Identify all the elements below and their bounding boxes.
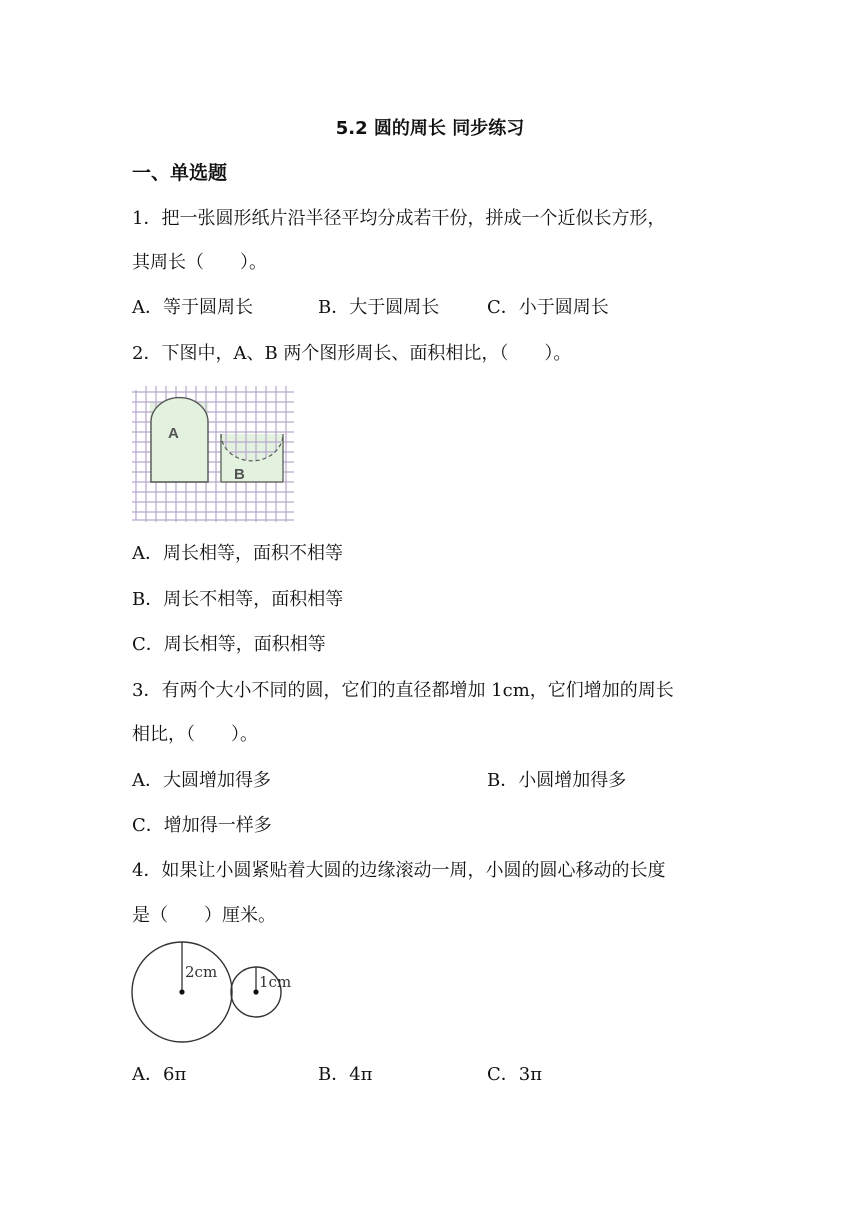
question-4-option-c: C．3π — [487, 1064, 543, 1085]
question-1-option-c: C．小于圆周长 — [487, 297, 609, 318]
question-4-option-a: A．6π — [132, 1064, 187, 1085]
question-1-option-b: B．大于圆周长 — [318, 297, 440, 318]
small-circle-center — [253, 989, 258, 994]
page-title: 5.2 圆的周长 同步练习 — [335, 118, 525, 139]
question-3-line-1: 3．有两个大小不同的圆，它们的直径都增加 1cm，它们增加的周长 — [132, 680, 674, 701]
big-radius-label: 2cm — [185, 963, 218, 981]
question-2-grid-figure — [132, 386, 294, 522]
question-4-circles-figure — [130, 940, 300, 1045]
question-1-line-2: 其周长（ ）。 — [132, 252, 267, 273]
question-4-option-b: B．4π — [318, 1064, 373, 1085]
figure-label-b: B — [234, 466, 245, 483]
figure-label-a: A — [168, 425, 179, 442]
question-2-line-1: 2．下图中，A、B 两个图形周长、面积相比，（ ）。 — [132, 343, 572, 364]
question-1-option-a: A．等于圆周长 — [132, 297, 253, 318]
question-2-option-c: C．周长相等，面积相等 — [132, 634, 326, 655]
question-3-line-2: 相比，（ ）。 — [132, 724, 258, 745]
question-3-option-b: B．小圆增加得多 — [487, 770, 627, 791]
question-3-option-c: C．增加得一样多 — [132, 815, 272, 836]
question-4-line-2: 是（ ）厘米。 — [132, 905, 276, 926]
small-radius-label: 1cm — [259, 973, 292, 991]
question-4-line-1: 4．如果让小圆紧贴着大圆的边缘滚动一周，小圆的圆心移动的长度 — [132, 860, 666, 881]
section-heading: 一、单选题 — [132, 162, 228, 184]
question-1-line-1: 1．把一张圆形纸片沿半径平均分成若干份，拼成一个近似长方形， — [132, 208, 666, 229]
question-2-option-b: B．周长不相等，面积相等 — [132, 589, 344, 610]
big-circle-center — [179, 989, 184, 994]
question-2-option-a: A．周长相等，面积不相等 — [132, 543, 343, 564]
question-3-option-a: A．大圆增加得多 — [132, 770, 271, 791]
